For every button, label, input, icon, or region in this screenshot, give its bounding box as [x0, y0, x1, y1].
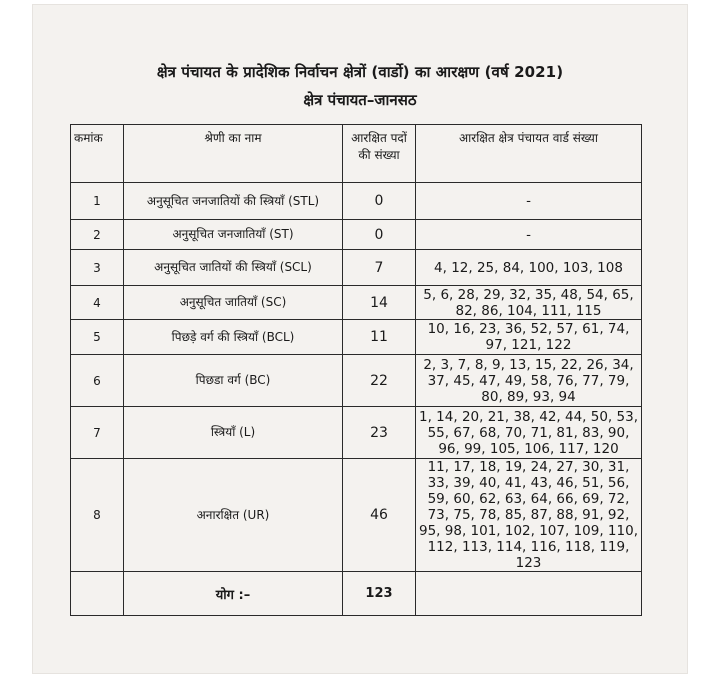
document-subtitle: क्षेत्र पंचायत–जानसठ — [303, 91, 417, 109]
row-count: 23 — [343, 407, 416, 459]
row-serial: 1 — [71, 183, 124, 220]
row-wards: 2, 3, 7, 8, 9, 13, 15, 22, 26, 34, 37, 45, 47, 49, 58, 76, 77, 79, 80, 89, 93, 94 — [416, 355, 642, 407]
row-category: स्त्रियाँ (L) — [124, 407, 343, 459]
row-count: 46 — [343, 459, 416, 572]
header-wards: आरक्षित क्षेत्र पंचायत वार्ड संख्या — [416, 125, 642, 183]
table-row — [71, 407, 642, 459]
row-count: 0 — [343, 220, 416, 250]
row-wards: - — [416, 183, 642, 220]
table-row — [71, 220, 642, 250]
total-serial — [71, 572, 124, 616]
table-header-row — [71, 125, 642, 183]
row-count: 7 — [343, 250, 416, 286]
row-wards: 1, 14, 20, 21, 38, 42, 44, 50, 53, 55, 67, 68, 70, 71, 81, 83, 90, 96, 99, 105, 106, 117, 120 — [416, 407, 642, 459]
table-row — [71, 459, 642, 572]
row-serial: 8 — [71, 459, 124, 572]
row-serial: 6 — [71, 355, 124, 407]
table-row — [71, 250, 642, 286]
row-serial: 7 — [71, 407, 124, 459]
total-label: योग :– — [124, 572, 343, 616]
table-row — [71, 320, 642, 355]
row-wards: - — [416, 220, 642, 250]
row-serial: 5 — [71, 320, 124, 355]
total-row — [71, 572, 642, 616]
row-category: अनुसूचित जातियों की स्त्रियाँ (SCL) — [124, 250, 343, 286]
row-category: अनारक्षित (UR) — [124, 459, 343, 572]
header-category: श्रेणी का नाम — [124, 125, 343, 183]
table-row — [71, 286, 642, 320]
row-wards: 4, 12, 25, 84, 100, 103, 108 — [416, 250, 642, 286]
total-wards — [416, 572, 642, 616]
row-wards: 11, 17, 18, 19, 24, 27, 30, 31, 33, 39, 40, 41, 43, 46, 51, 56, 59, 60, 62, 63, 64, 66, 69, 72, 73, 75, 78, 85, 87, 88, 91, 92, 95, 98, 101, 102, 107, 109, 110, 112, 113, 114, 116, 118, 119, 123 — [416, 459, 642, 572]
row-wards: 10, 16, 23, 36, 52, 57, 61, 74, 97, 121, 122 — [416, 320, 642, 355]
header-reserved-posts: आरक्षित पदों की संख्या — [343, 125, 416, 183]
row-count: 14 — [343, 286, 416, 320]
header-serial: कमांक — [71, 125, 124, 183]
row-serial: 4 — [71, 286, 124, 320]
row-serial: 3 — [71, 250, 124, 286]
row-wards: 5, 6, 28, 29, 32, 35, 48, 54, 65, 82, 86, 104, 111, 115 — [416, 286, 642, 320]
total-count: 123 — [343, 572, 416, 616]
row-category: पिछड़े वर्ग की स्त्रियाँ (BCL) — [124, 320, 343, 355]
reservation-table — [70, 124, 642, 616]
table-row — [71, 355, 642, 407]
row-category: अनुसूचित जनजातियाँ (ST) — [124, 220, 343, 250]
row-category: पिछडा वर्ग (BC) — [124, 355, 343, 407]
table-row — [71, 183, 642, 220]
row-serial: 2 — [71, 220, 124, 250]
row-count: 22 — [343, 355, 416, 407]
row-count: 11 — [343, 320, 416, 355]
row-category: अनुसूचित जनजातियों की स्त्रियाँ (STL) — [124, 183, 343, 220]
row-count: 0 — [343, 183, 416, 220]
document-title: क्षेत्र पंचायत के प्रादेशिक निर्वाचन क्षेत्रों (वार्डो) का आरक्षण (वर्ष 2021) — [156, 63, 564, 81]
row-category: अनुसूचित जातियाँ (SC) — [124, 286, 343, 320]
